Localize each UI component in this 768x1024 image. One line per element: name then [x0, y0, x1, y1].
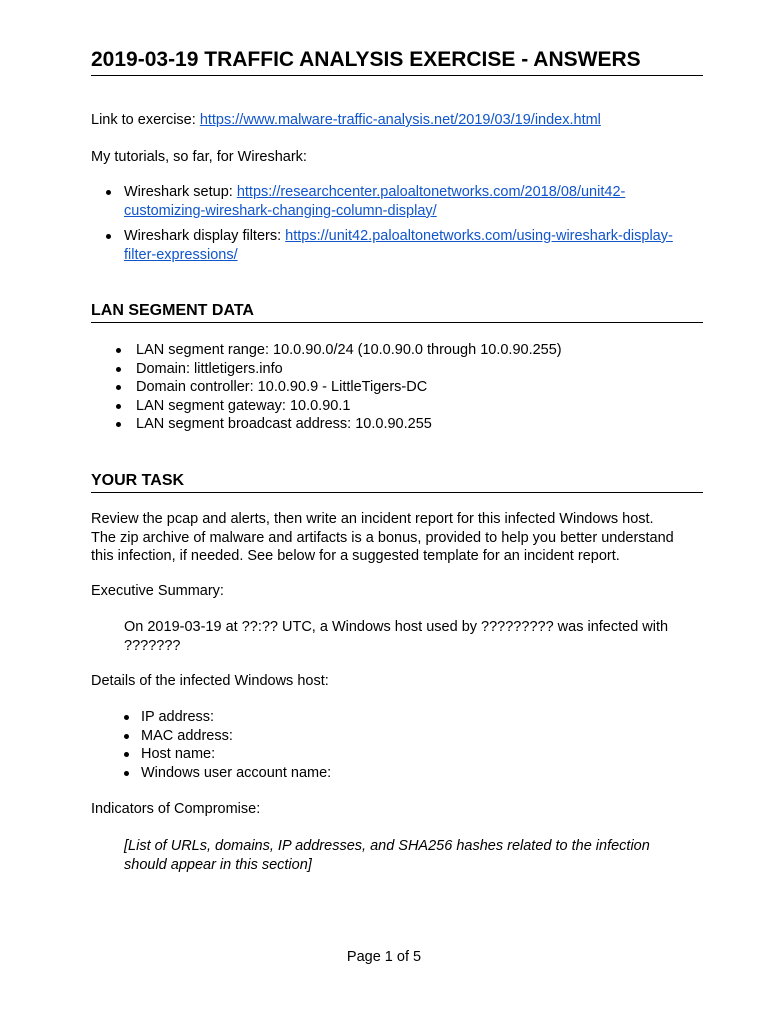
tutorial-label: Wireshark setup:	[124, 184, 237, 200]
exec-summary-line: On 2019-03-19 at ??:?? UTC, a Windows host used by ????????? was infected with	[124, 619, 669, 635]
exec-summary-label: Executive Summary:	[91, 583, 224, 599]
lan-item-text: LAN segment range: 10.0.90.0/24 (10.0.90.0 through 10.0.90.255)	[136, 342, 562, 358]
list-item	[116, 397, 706, 416]
tutorials-intro: My tutorials, so far, for Wireshark:	[91, 149, 307, 165]
bullet-icon	[116, 385, 121, 390]
section-rule	[91, 322, 703, 323]
detail-item-text: Windows user account name:	[141, 764, 332, 781]
section-heading-lan: LAN SEGMENT DATA	[91, 302, 254, 319]
list-item	[116, 415, 706, 434]
list-item	[116, 360, 706, 379]
list-item	[116, 341, 706, 360]
bullet-icon	[106, 190, 111, 195]
tutorial-link-continued[interactable]: filter-expressions/	[124, 246, 238, 263]
lan-item-text: Domain controller: 10.0.90.9 - LittleTigers-DC	[136, 379, 428, 395]
ioc-label: Indicators of Compromise:	[91, 801, 261, 817]
exercise-link-line	[91, 111, 703, 130]
exercise-link-label: Link to exercise:	[91, 112, 200, 128]
tutorials-list	[106, 183, 706, 264]
list-item	[116, 378, 706, 397]
section-rule	[91, 492, 703, 493]
tutorial-link[interactable]: https://unit42.paloaltonetworks.com/using-wireshark-display-	[285, 228, 673, 244]
title-rule	[91, 75, 703, 76]
tutorial-link[interactable]: https://researchcenter.paloaltonetworks.com/2018/08/unit42-	[236, 184, 626, 200]
list-item	[106, 227, 706, 264]
lan-item-text: LAN segment gateway: 10.0.90.1	[136, 397, 351, 414]
lan-item-text: Domain: littletigers.info	[136, 360, 283, 377]
bullet-icon	[116, 422, 121, 427]
ioc-text	[124, 837, 704, 874]
exec-summary-line: ???????	[124, 637, 181, 654]
bullet-icon	[116, 367, 121, 372]
bullet-icon	[116, 404, 121, 409]
host-details-list	[124, 708, 704, 782]
bullet-icon	[124, 734, 129, 739]
bullet-icon	[116, 348, 121, 353]
task-intro-line: this infection, if needed. See below for a suggested template for an incident report.	[91, 548, 620, 564]
bullet-icon	[124, 752, 129, 757]
list-item	[124, 727, 704, 746]
list-item	[124, 708, 704, 727]
task-intro	[91, 510, 703, 566]
tutorial-link-continued[interactable]: customizing-wireshark-changing-column-display/	[124, 202, 437, 219]
page-number: Page 1 of 5	[346, 949, 422, 965]
details-label: Details of the infected Windows host:	[91, 673, 329, 689]
exercise-link[interactable]: https://www.malware-traffic-analysis.net/2019/03/19/index.html	[199, 112, 601, 128]
bullet-icon	[106, 234, 111, 239]
task-intro-line: The zip archive of malware and artifacts is a bonus, provided to help you better understand	[91, 529, 674, 546]
list-item	[124, 745, 704, 764]
ioc-line: should appear in this section]	[124, 856, 312, 873]
lan-segment-list	[116, 341, 706, 434]
list-item	[106, 183, 706, 220]
exec-summary-text	[124, 618, 704, 655]
detail-item-text: Host name:	[141, 746, 216, 762]
task-intro-line: Review the pcap and alerts, then write an incident report for this infected Windows host.	[91, 511, 654, 527]
bullet-icon	[124, 771, 129, 776]
section-heading-task: YOUR TASK	[91, 472, 185, 489]
detail-item-text: IP address:	[141, 709, 215, 725]
bullet-icon	[124, 715, 129, 720]
list-item	[124, 764, 704, 783]
lan-item-text: LAN segment broadcast address: 10.0.90.255	[136, 416, 432, 432]
page-title: 2019-03-19 TRAFFIC ANALYSIS EXERCISE - ANSWERS	[91, 48, 641, 71]
detail-item-text: MAC address:	[141, 727, 233, 744]
tutorial-label: Wireshark display filters:	[124, 228, 286, 244]
ioc-line: [List of URLs, domains, IP addresses, and SHA256 hashes related to the infection	[124, 838, 650, 854]
